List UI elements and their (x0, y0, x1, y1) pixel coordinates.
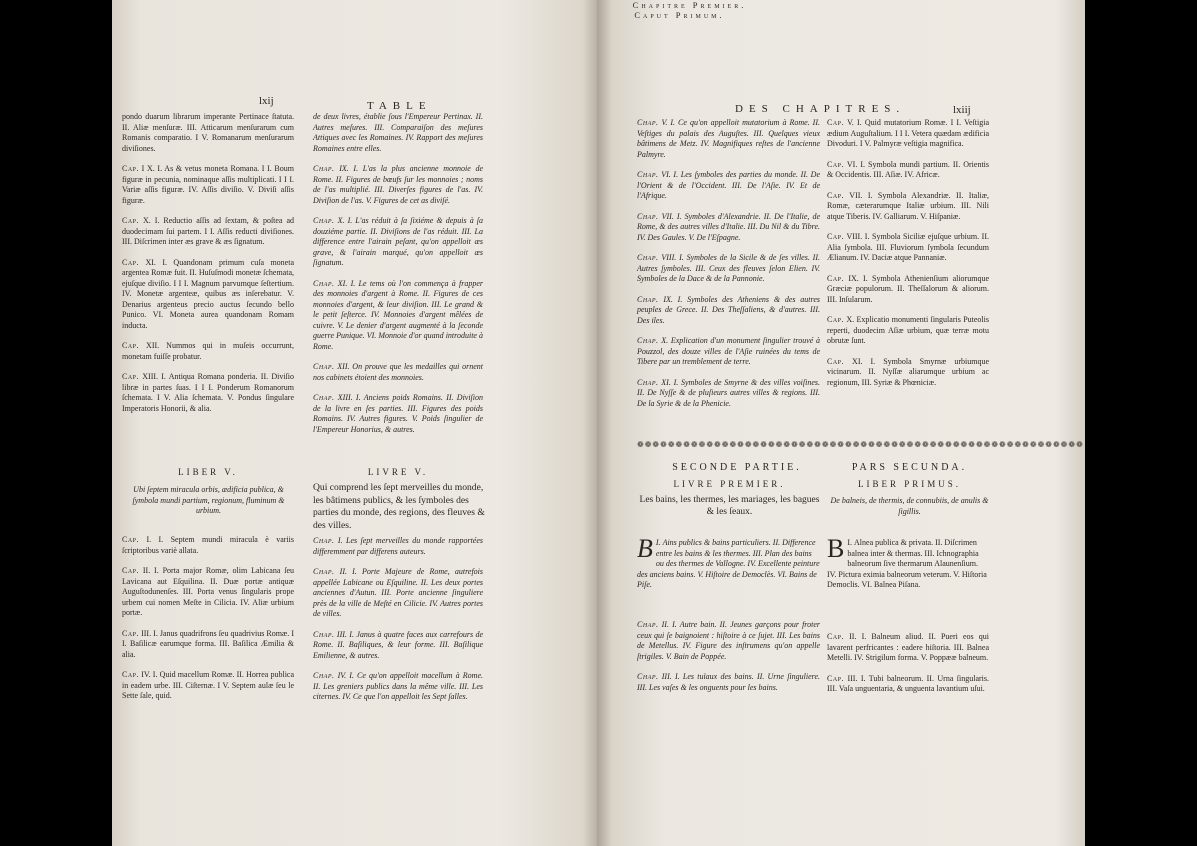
chapter-number: I. (655, 538, 661, 547)
chapter-label: Chap. (637, 170, 659, 179)
chapter-label: Chap. (313, 278, 335, 288)
toc-entry (827, 315, 989, 347)
toc-entry (122, 164, 294, 206)
chapter-label: Cap. (827, 356, 845, 366)
entry-text: II. I. Autre bain. II. Jeunes garçons pour froter ceux qui ſe baignoient : hiſtoire à ce ſujet. III. Les bains de Metellus. IV. Figure des inſtrumens qu'on appelle ſtrigiles. V. Bain de Poppée. (637, 620, 820, 661)
toc-entry (637, 672, 820, 693)
left-page (112, 0, 597, 846)
right-page (597, 0, 1085, 846)
entry-text: XII. On prouve que les medailles qui ornent nos cabinets étoient des monnoies. (313, 362, 483, 382)
latin-intro: De balneis, de thermis, de connubiis, de anulis & ſigillis. (830, 496, 989, 516)
toc-entry (313, 671, 483, 703)
chapter-text: Ains publics & bains particuliers. II. Difference entre les bains & les thermes. III. Plan des bains ou des thermes de Vallogne. IV. Excellente peinture des anciens bains. V. Hiſtoire de Democlès. VI. Bains de Piſe. (637, 538, 820, 589)
toc-entry (827, 232, 989, 264)
ornament-band: ❁❁❁❁❁❁❁❁❁❁❁❁❁❁❁❁❁❁❁❁❁❁❁❁❁❁❁❁❁❁❁❁❁❁❁❁❁❁❁❁❁❁❁❁❁❁❁❁❁❁❁❁❁❁❁❁❁❁ (637, 440, 1084, 449)
french-intro: Qui comprend les ſept merveilles du monde, les bâtimens publics, & les ſymboles des parties du monde, des regions, des fleuves & des villes. (313, 482, 485, 531)
page-number: lxij (259, 95, 274, 107)
entry-text: III. I. Janus quadrifrons ſeu quadrivius Romæ. I I. Baſilicæ earumque forma. III. Baſilica Æmilia & alia. (122, 628, 295, 659)
chapter-label: Cap. (122, 216, 140, 225)
chapter-label: Chap. (637, 377, 659, 387)
entry-text: III. I. Janus à quatre faces aux carrefours de Rome. II. Baſiliques, & leur forme. III. Baſilique Emilienne, & autres. (313, 629, 484, 660)
entry-text: XII. Nummos qui in muſeis occurrunt, monetam fuiſſe probatur. (122, 341, 295, 361)
chapter-label: Chap. (637, 253, 659, 262)
chapter-label: Cap. (827, 232, 845, 241)
toc-entry (313, 393, 483, 435)
entry-text: I. I. Septem mundi miracula è variis ſcriptoribus variè allata. (122, 535, 295, 555)
chapter-label: Chap. (637, 336, 659, 345)
latin-intro: Ubi ſeptem miracula orbis, ædificia publica, & ſymbola mundi partium, regionum, fluminum & urbium. (132, 485, 285, 515)
toc-entry (122, 216, 294, 248)
chapter-label: Cap. (122, 670, 140, 679)
chapter-text: Alnea publica & privata. II. Diſcrimen balnea inter & thermas. III. Ichnographia balneorum ſive thermarum Alaunenſium. IV. Pictura eximia balneorum veterum. V. Hiſtoria Democlis. VI. Balnea Piſana. (827, 538, 987, 589)
toc-entry (122, 629, 294, 661)
chapter-1-french (637, 534, 820, 591)
toc-entry (313, 216, 483, 269)
drop-cap: B (637, 534, 653, 563)
entry-text: de deux livres, établie ſous l'Empereur Pertinax. II. Autres meſures. III. Comparaiſon des meſures Attiques avec les Romaines. IV. Rapport des meſures Romaines entre elles. (313, 112, 483, 153)
entry-text: X. Explicatio monumenti ſingularis Puteolis reperti, duodecim Aſiæ urbium, quæ terræ motu obrutæ ſunt. (827, 315, 989, 345)
toc-entry (827, 274, 989, 306)
running-head: DES CHAPITRES. (735, 103, 906, 115)
toc-entry (827, 160, 989, 181)
chapter-label: Chap. (637, 118, 659, 127)
entry-text: XI. I. Le tems où l'on commença à frapper des monnoies d'argent à Rome. II. Figures de ces monnoies d'argent, & leur diviſion. III. Le grand & le petit ſeſterce. IV. Monnoies d'argent mêlées de cuivre. V. Le denier d'argent augmenté à la ſeconde guerre Punique. VI. Monnoie d'or quand introduite à Rome. (313, 278, 483, 351)
toc-entry (122, 258, 294, 332)
toc-entry (637, 253, 820, 285)
toc-entry (637, 620, 820, 662)
toc-entry (122, 670, 294, 702)
chapter-label: Cap. (827, 190, 845, 200)
entry-text: I. Les ſept merveilles du monde rapportées differemment par differens auteurs. (313, 536, 484, 556)
chapter-label: Chap. (313, 567, 335, 576)
chapter-label: Cap. (827, 273, 845, 283)
livre-heading: LIVRE PREMIER. (673, 479, 786, 489)
entry-text: IX. I. L'as la plus ancienne monnoie de Rome. II. Figures de bœufs ſur les monnoies ; noms de l'as multiplié. III. Diverſes figures de l'as. IV. Diviſion de l'as. V. Figures de cet as diviſé. (313, 164, 483, 205)
entry-text: II. I. Porte Majeure de Rome, autrefois appellée Labicane ou Eſquiline. II. Les deux portes anciennes d'Autun. III. Porte ancienne ſinguliere près de la ville de Meſté en Cilicie. IV. Autres portes de villes. (313, 567, 484, 618)
toc-entry (313, 362, 483, 383)
caput-heading: Caput Primum. (634, 10, 725, 20)
liber-heading: LIBER V. (178, 467, 238, 477)
toc-entry (122, 341, 294, 362)
chapter-label: Chap. (637, 211, 659, 221)
entry-text: XI. I. Symbola Smyrnæ urbiumque vicinarum. II. Nyſſæ aliarumque urbium ac regionum, III. Syriæ & Phœniciæ. (827, 356, 990, 387)
chapter-label: Cap. (827, 632, 845, 641)
liber-heading: LIBER PRIMUS. (857, 479, 961, 489)
chapter-label: Cap. (827, 159, 845, 169)
entry-text: XI. I. Symboles de Smyrne & des villes voiſines. II. De Nyſſe & de pluſieurs autres villes & regions. III. De la Syrie & de la Phenicie. (637, 377, 821, 408)
toc-entry (637, 118, 820, 160)
toc-entry (827, 118, 989, 150)
entry-text: II. I. Porta major Romæ, olim Labicana ſeu Lavicana aut Eſquilina. II. Duæ portæ antiquæ Auguſtodunenſes. III. Porta venus ſingularis prope urbem cui nomen Meſte in Cilicia. IV. Aliæ urbium portæ. (122, 566, 295, 617)
entry-text: pondo duarum librarum imperante Pertinace ſtatuta. II. Aliæ menſuræ. III. Atticarum menſurarum cum Romanis comparatio. I V. Romanarum menſurarum diviſiones. (122, 112, 294, 153)
chapter-label: Cap. (827, 673, 845, 683)
toc-entry (122, 535, 294, 556)
chapter-label: Cap. (122, 257, 140, 267)
toc-entry (313, 112, 483, 154)
toc-entry (637, 336, 820, 368)
toc-entry (827, 191, 989, 223)
part-heading-latin: PARS SECUNDA. (851, 462, 968, 473)
chapter-label: Chap. (313, 164, 335, 173)
toc-entry (827, 357, 989, 389)
drop-cap: B (827, 534, 845, 563)
toc-entry (122, 112, 294, 154)
chapter-label: Cap. (827, 315, 845, 324)
chapter-label: Cap. (122, 341, 140, 350)
chapter-label: Chap. (313, 216, 335, 225)
part-heading-french: SECONDE PARTIE. (672, 462, 802, 473)
chapter-label: Chap. (313, 362, 335, 371)
toc-entry (827, 632, 989, 664)
french-column (637, 118, 820, 419)
toc-entry (313, 164, 483, 206)
chapter-label: Cap. (122, 372, 140, 381)
latin-column-2 (122, 535, 294, 712)
entry-text: XIII. I. Anciens poids Romains. II. Diviſion de la livre en ſes parties. III. Figures des poids Romains. IV. Autres figures. V. Poids ſingulier de l'Empereur Honorius, & autres. (313, 393, 484, 434)
latin-column-2 (827, 632, 989, 705)
chapitre-heading: Chapitre Premier. (632, 0, 747, 10)
chapter-label: Cap. (122, 566, 140, 575)
running-head: TABLE (367, 100, 432, 112)
entry-text: VIII. I. Symboles de la Sicile & de ſes villes. II. Autres ſymboles. III. Ceux des fleuves ſelon Elien. IV. Symboles de la Dace & de la Pannonie. (637, 253, 821, 283)
entry-text: VII. I. Symboles d'Alexandrie. II. De l'Italie, de Rome, & des autres villes d'Italie. III. Du Nil & du Tibre. IV. Des Gaules. V. De l'Eſpagne. (637, 211, 820, 242)
latin-column (827, 118, 989, 398)
chapter-number: I. (847, 538, 853, 547)
toc-entry (313, 279, 483, 353)
chapter-label: Cap. (827, 118, 845, 127)
toc-entry (637, 212, 820, 244)
chapter-label: Chap. (313, 629, 335, 639)
chapter-label: Chap. (313, 671, 335, 680)
toc-entry (637, 170, 820, 202)
chapter-label: Chap. (637, 294, 659, 304)
entry-text: IX. I. Symbola Athenienſium aliorumque Græciæ populorum. II. Theſſalorum & aliorum. III. Inſularum. (827, 273, 989, 304)
entry-text: X. I. Reductio aſſis ad ſextam, & poſtea ad duodecimam ſui partem. I I. Aſſis reducti diviſiones. III. Diſcrimen inter æs grave & æs ſignatum. (122, 216, 295, 246)
entry-text: II. I. Balneum aliud. II. Pueri eos qui lavarent perfricantes : eadere hiſtoria. III. Balnea Metelli. IV. Strigilum forma. V. Poppææ balneum. (827, 632, 989, 662)
entry-text: XI. I. Quandonam primum cuſa moneta argentea Romæ fuit. II. Huſuſmodi monetæ ſchemata, ejuſque diviſio. I I I. Magnum parvumque ſeſtertium. IV. Monetæ argenteæ, quibus æs inſerebatur. V. Denarius argenteus precio auctus ſecundo bello Punico. VI. Moneta aurea quandonam Romam inducta. (122, 257, 294, 330)
toc-entry (122, 566, 294, 619)
chapter-label: Cap. (122, 535, 140, 544)
entry-text: VI. I. Les ſymboles des parties du monde. II. De l'Orient & de l'Occident. III. De l'Aſie. IV. Et de l'Afrique. (637, 170, 820, 200)
entry-text: X. I. L'as réduit à ſa ſixiéme & depuis à ſa douziéme partie. II. Diviſions de l'as réduit. III. La difference entre l'airain peſant, qu'on appelloit æs grave, & l'airain marqué, qu'on appelloit æs ſignatum. (313, 216, 484, 267)
entry-text: V. I. Quid mutatorium Romæ. I I. Veſtigia ædium Auguſtalium. I I I. Vetera quædam ædificia Divoduri. I V. Palmyræ veſtigia magnifica. (827, 118, 990, 148)
toc-entry (313, 630, 483, 662)
chapter-1-latin (827, 534, 989, 591)
entry-text: I X. I. As & vetus moneta Romana. I I. Boum figuræ in pecunia, nominaque aſſis multiplicati. I I I. Variæ aſſis figuræ. IV. Aſſis diviſio. V. Diviſi aſſis figuræ. (122, 164, 294, 205)
entry-text: III. I. Les tuïaux des bains. II. Urne ſinguliere. III. Les vaſes & les onguents pour les bains. (637, 672, 821, 692)
toc-entry (827, 674, 989, 695)
entry-text: V. I. Ce qu'on appelloit mutatorium à Rome. II. Veſtiges du palais des Auguſtes. III. Quelques vieux bâtimens de Metz. IV. Magnifiques reſtes de l'ancienne Palmyre. (637, 118, 821, 159)
chapter-label: Chap. (637, 620, 659, 629)
toc-entry (313, 567, 483, 620)
page-number: lxiij (953, 104, 971, 116)
chapter-label: Cap. (122, 628, 140, 638)
toc-entry (637, 378, 820, 410)
toc-entry (637, 295, 820, 327)
chapter-label: Cap. (122, 164, 140, 173)
livre-heading: LIVRE V. (367, 467, 429, 477)
chapter-label: Chap. (313, 536, 335, 545)
french-column-2 (637, 620, 820, 703)
chapter-label: Chap. (637, 672, 659, 681)
french-column (313, 112, 483, 445)
toc-entry (122, 372, 294, 414)
french-intro: Les bains, les thermes, les mariages, les bagues & les ſeaux. (639, 495, 820, 517)
entry-text: VII. I. Symbola Alexandriæ. II. Italiæ, Romæ, cæterarumque Italiæ urbium. III. Nili atque Tiberis. IV. Galliarum. V. Hiſpaniæ. (827, 190, 989, 221)
entry-text: VI. I. Symbola mundi partium. II. Orientis & Occidentis. III. Aſiæ. IV. Africæ. (827, 159, 990, 179)
entry-text: X. Explication d'un monument ſingulier trouvé à Pouzzol, des douze villes de l'Aſie ruinées du tems de Tibere par un tremblement de terre. (637, 336, 821, 366)
french-column-2 (313, 536, 483, 713)
entry-text: IV. I. Ce qu'on appelloit macellum à Rome. II. Les greniers publics dans la même ville. III. Les citernes. IV. Ce que l'on appelloit les Sept ſalles. (313, 671, 483, 701)
entry-text: VIII. I. Symbola Siciliæ ejuſque urbium. II. Alia ſymbola. III. Fluviorum ſymbola ſecundum Ælianum. IV. Daciæ atque Pannaniæ. (827, 232, 989, 262)
chapter-label: Chap. (313, 393, 335, 402)
entry-text: IV. I. Quid macellum Romæ. II. Horrea publica in eadem urbe. III. Ciſternæ. I V. Septem aulæ ſeu le Sette ſale, quid. (122, 670, 295, 700)
latin-column (122, 112, 294, 424)
entry-text: IX. I. Symboles des Atheniens & des autres peuples de Grece. II. Des Theſſaliens, & d'autres. III. Des iles. (637, 294, 821, 325)
entry-text: III. I. Tubi balneorum. II. Urna ſingularis. III. Vaſa unguentaria, & unguenta lavantium uſui. (827, 673, 990, 693)
toc-entry (313, 536, 483, 557)
entry-text: XIII. I. Antiqua Romana ponderia. II. Diviſio libræ in partes ſuas. I I I. Ponderum Romanorum ſchemata. I V. Alia ſchemata. V. Pondus ſingulare Imperatoris Honorii, & alia. (122, 372, 294, 413)
